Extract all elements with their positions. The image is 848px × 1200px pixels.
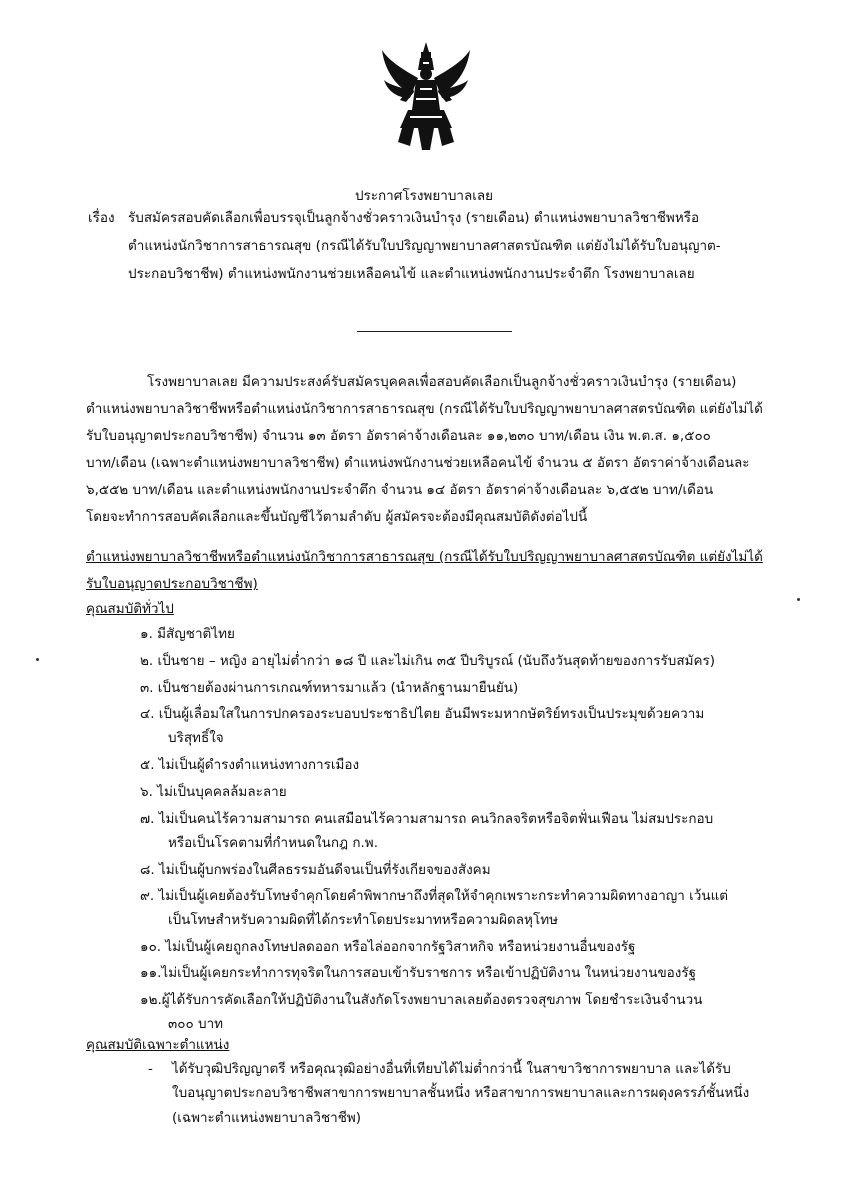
intro-line: บาท/เดือน (เฉพาะตำแหน่งพยาบาลวิชาชีพ) ตำแหน่งพนักงานช่วยเหลือคนไข้ จำนวน ๕ อัตรา อัตราค่าจ้างเดือนละ — [86, 455, 750, 471]
specific-qualification-line: ได้รับวุฒิปริญญาตรี หรือคุณวุฒิอย่างอื่นที่เทียบได้ไม่ต่ำกว่านี้ ในสาขาวิชาการพยาบาล และได้รับ — [172, 1061, 731, 1077]
qualification-item-continued: ๓๐๐ บาท — [168, 1016, 224, 1032]
bullet-dash: - — [148, 1061, 153, 1077]
specific-qualification-line: ใบอนุญาตประกอบวิชาชีพสาขาการพยาบาลชั้นหนึ่ง หรือสาขาการพยาบาลและการผดุงครรภ์ชั้นหนึ่ง — [172, 1085, 750, 1101]
scan-speck — [797, 598, 800, 601]
specific-qualifications-heading: คุณสมบัติเฉพาะตำแหน่ง — [86, 1037, 230, 1053]
qualification-item: ๑๐. ไม่เป็นผู้เคยถูกลงโทษปลดออก หรือไล่ออกจากรัฐวิสาหกิจ หรือหน่วยงานอื่นของรัฐ — [140, 939, 636, 955]
intro-line: โรงพยาบาลเลย มีความประสงค์รับสมัครบุคคลเพื่อสอบคัดเลือกเป็นลูกจ้างชั่วคราวเงินบำรุง (รายเดือน) — [147, 374, 737, 390]
subject-line: ประกอบวิชาชีพ) ตำแหน่งพนักงานช่วยเหลือคนไข้ และตำแหน่งพนักงานประจำตึก โรงพยาบาลเลย — [128, 266, 695, 282]
qualification-item: ๑๒.ผู้ได้รับการคัดเลือกให้ปฏิบัติงานในสังกัดโรงพยาบาลเลยต้องตรวจสุขภาพ โดยชำระเงินจำนวน — [140, 992, 703, 1008]
qualification-item: ๑. มีสัญชาติไทย — [140, 626, 235, 642]
position-heading: ตำแหน่งพยาบาลวิชาชีพหรือตำแหน่งนักวิชาการสาธารณสุข (กรณีได้รับใบปริญญาพยาบาลศาสตรบัณฑิต แต่ยังไม่ได้ — [86, 549, 763, 565]
subject-line: รับสมัครสอบคัดเลือกเพื่อบรรจุเป็นลูกจ้างชั่วคราวเงินบำรุง (รายเดือน) ตำแหน่งพยาบาลวิชาชีพหรือ — [128, 210, 700, 226]
garuda-emblem-icon — [380, 40, 472, 152]
intro-line: โดยจะทำการสอบคัดเลือกและขึ้นบัญชีไว้ตามลำดับ ผู้สมัครจะต้องมีคุณสมบัติดังต่อไปนี้ — [86, 509, 588, 525]
divider-line — [357, 331, 512, 332]
qualification-item: ๓. เป็นชายต้องผ่านการเกณฑ์ทหารมาแล้ว (นำหลักฐานมายืนยัน) — [140, 680, 519, 696]
qualification-item: ๕. ไม่เป็นผู้ดำรงตำแหน่งทางการเมือง — [140, 757, 360, 773]
qualification-item: ๑๑.ไม่เป็นผู้เคยกระทำการทุจริตในการสอบเข้ารับราชการ หรือเข้าปฏิบัติงาน ในหน่วยงานของรัฐ — [140, 965, 697, 981]
subject-label: เรื่อง — [88, 210, 115, 226]
qualification-item-continued: บริสุทธิ์ใจ — [168, 730, 224, 746]
intro-line: ตำแหน่งพยาบาลวิชาชีพหรือตำแหน่งนักวิชาการสาธารณสุข (กรณีได้รับใบปริญญาพยาบาลศาสตรบัณฑิต แต่ยังไม่ได้ — [86, 401, 763, 417]
qualification-item-continued: เป็นโทษสำหรับความผิดที่ได้กระทำโดยประมาทหรือความผิดลหุโทษ — [168, 912, 559, 928]
position-heading: รับใบอนุญาตประกอบวิชาชีพ) — [86, 576, 258, 592]
subject-line: ตำแหน่งนักวิชาการสาธารณสุข (กรณีได้รับใบปริญญาพยาบาลศาสตรบัณฑิต แต่ยังไม่ได้รับใบอนุญาต- — [128, 238, 721, 254]
scan-speck — [36, 658, 39, 661]
intro-line: รับใบอนุญาตประกอบวิชาชีพ) จำนวน ๑๓ อัตรา อัตราค่าจ้างเดือนละ ๑๑,๒๓๐ บาท/เดือน เงิน พ.ต.ส. ๑,๕๐๐ — [86, 428, 711, 444]
announcement-title: ประกาศโรงพยาบาลเลย — [354, 188, 494, 204]
specific-qualification-line: (เฉพาะตำแหน่งพยาบาลวิชาชีพ) — [172, 1110, 362, 1126]
general-qualifications-heading: คุณสมบัติทั่วไป — [86, 601, 174, 617]
intro-line: ๖,๕๕๒ บาท/เดือน และตำแหน่งพนักงานประจำตึก จำนวน ๑๔ อัตรา อัตราค่าจ้างเดือนละ ๖,๕๕๒ บาท/เดือน — [86, 482, 714, 498]
qualification-item: ๖. ไม่เป็นบุคคลล้มละลาย — [140, 784, 287, 800]
qualification-item: ๗. ไม่เป็นคนไร้ความสามารถ คนเสมือนไร้ความสามารถ คนวิกลจริตหรือจิตฟั่นเฟือน ไม่สมประกอบ — [140, 811, 714, 827]
qualification-item-continued: หรือเป็นโรคตามที่กำหนดในกฎ ก.พ. — [168, 835, 379, 851]
qualification-item: ๒. เป็นชาย – หญิง อายุไม่ต่ำกว่า ๑๘ ปี และไม่เกิน ๓๕ ปีบริบูรณ์ (นับถึงวันสุดท้ายของการรับสมัคร) — [140, 653, 716, 669]
qualification-item: ๘. ไม่เป็นผู้บกพร่องในศีลธรรมอันดีจนเป็นที่รังเกียจของสังคม — [140, 862, 491, 878]
qualification-item: ๔. เป็นผู้เลื่อมใสในการปกครองระบอบประชาธิปไตย อันมีพระมหากษัตริย์ทรงเป็นประมุขด้วยความ — [140, 706, 705, 722]
qualification-item: ๙. ไม่เป็นผู้เคยต้องรับโทษจำคุกโดยคำพิพากษาถึงที่สุดให้จำคุกเพราะกระทำความผิดทางอาญา เว้นแต่ — [140, 888, 729, 904]
